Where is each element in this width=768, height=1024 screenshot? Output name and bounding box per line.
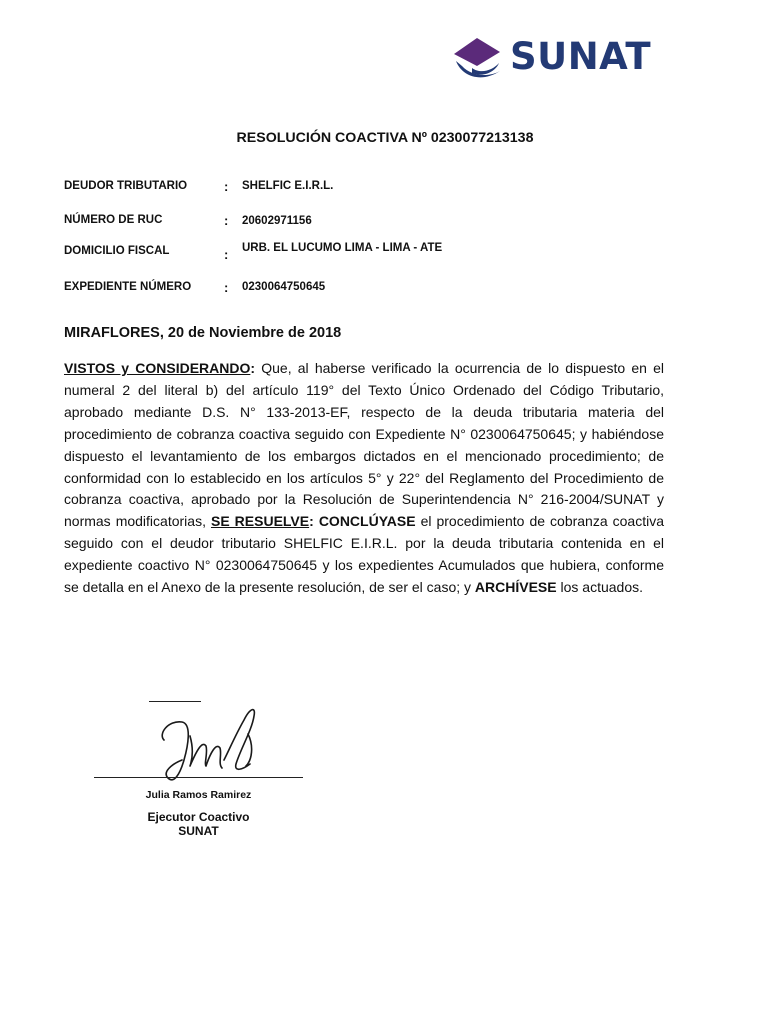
body-text-part-1: Que, al haberse verificado la ocurrencia de lo dispuesto en el numeral 2 del literal b) del artículo 119° del Texto Único Ordenado del Código Tributario, aprobado mediante D.S. N° 133-2013-EF, respecto de la deuda tributaria materia del procedimiento de cobranza coactiva seguido con Expediente N° 0230064750645; y habiéndose dispuesto el levantamiento de los embargos dictados en el mencionado procedimiento; de conformidad con lo establecido en los artículos 5° y 22° del Reglamento del Procedimiento de cobranza coactiva, aprobado por la Resolución de Superintendencia N° 216-2004/SUNAT y normas modificatorias, (64, 360, 664, 530)
place-date: MIRAFLORES, 20 de Noviembre de 2018 (64, 325, 342, 341)
sunat-logo-text: SUNAT (510, 35, 652, 78)
document-title: RESOLUCIÓN COACTIVA Nº 0230077213138 (236, 130, 534, 146)
body-text-part-3: los actuados. (556, 579, 643, 596)
vistos-considerando-heading: VISTOS y CONSIDERANDO (64, 360, 251, 376)
deudor-value: SHELFIC E.I.R.L. (242, 180, 334, 192)
ruc-colon: : (224, 213, 229, 228)
expediente-colon: : (224, 280, 229, 295)
ruc-label: NÚMERO DE RUC (64, 214, 163, 226)
signer-role: Ejecutor Coactivo (147, 810, 250, 824)
signature-line (94, 777, 303, 778)
domicilio-value: URB. EL LUCUMO LIMA - LIMA - ATE (242, 242, 443, 254)
domicilio-label: DOMICILIO FISCAL (64, 245, 170, 257)
deudor-colon: : (224, 179, 229, 194)
vistos-colon: : (250, 360, 256, 376)
se-resuelve-colon: : (309, 513, 314, 530)
expediente-label: EXPEDIENTE NÚMERO (64, 281, 192, 293)
deudor-label: DEUDOR TRIBUTARIO (64, 180, 188, 192)
expediente-value: 0230064750645 (242, 281, 326, 293)
signer-organization: SUNAT (178, 824, 219, 838)
resolution-body (64, 358, 664, 599)
sunat-logo-icon (452, 35, 508, 85)
signer-name: Julia Ramos Ramirez (145, 789, 252, 801)
sunat-logo (452, 35, 697, 85)
domicilio-colon: : (224, 247, 229, 262)
se-resuelve-heading: SE RESUELVE (210, 513, 310, 530)
archivese-word: ARCHÍVESE (474, 579, 557, 596)
ruc-value: 20602971156 (242, 215, 312, 227)
body-text-part-2: el procedimiento de cobranza coactiva seguido con el deudor tributario SHELFIC E.I.R.L. por la deuda tributaria contenida en el expediente coactivo N° 0230064750645 y los expedientes Acumulados que hubiera, conforme se detalla en el Anexo de la presente resolución, de ser el caso; y (64, 513, 665, 596)
concluyase-word: CONCLÚYASE (318, 513, 416, 530)
handwritten-signature (140, 700, 270, 788)
